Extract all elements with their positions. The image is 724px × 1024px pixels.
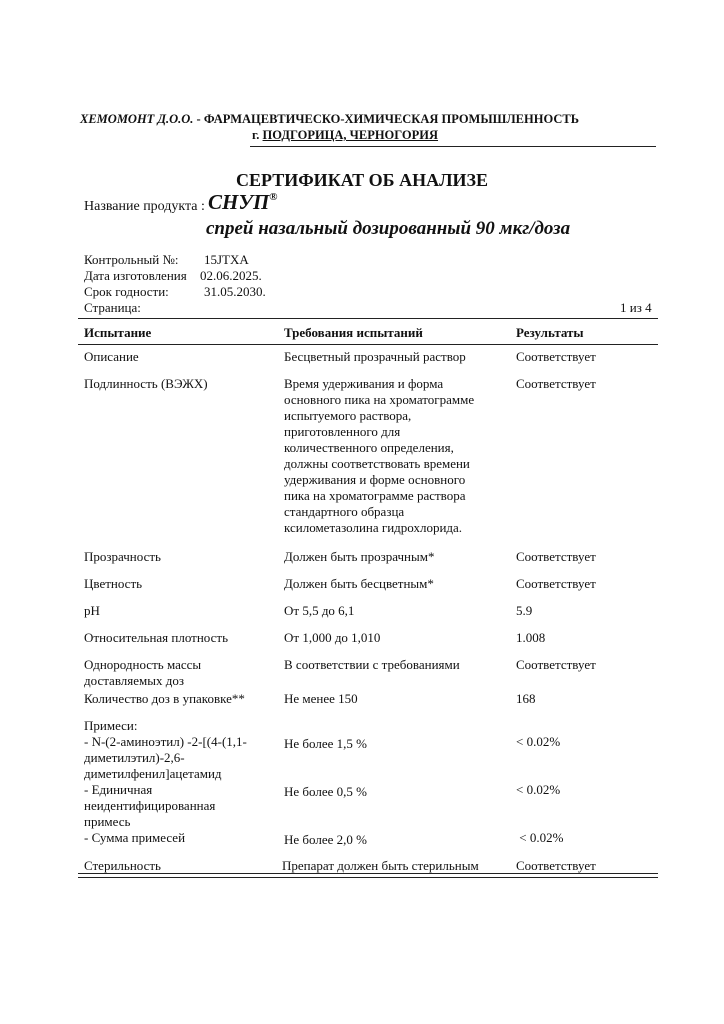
requirement-dose-uniformity: В соответствии с требованиями [284,657,460,672]
company-header [80,112,579,127]
expiry-date-label: Срок годности: [84,284,169,299]
result-dose-uniformity: Соответствует [516,657,596,672]
test-sterility: Стерильность [84,858,161,873]
column-header-requirements: Требования испытаний [284,325,423,340]
product-label: Название продукта : [84,199,205,214]
city-prefix: г. [252,128,263,142]
test-ph: pH [84,603,100,618]
requirement-dose-count: Не менее 150 [284,691,358,706]
requirement-impurity-unidentified: Не более 0,5 % [284,784,367,799]
result-relative-density: 1.008 [516,630,546,645]
manufacture-date-label: Дата изготовления [84,268,187,283]
result-clarity: Соответствует [516,549,596,564]
table-bottom-line-2 [78,877,658,878]
product-name [208,190,278,215]
requirement-impurity-aminoethyl: Не более 1,5 % [284,736,367,751]
company-name: ХЕМОМОНТ Д.О.О. [80,112,194,126]
requirement-clarity: Должен быть прозрачным* [284,549,435,564]
test-clarity: Прозрачность [84,549,161,564]
requirement-sterility: Препарат должен быть стерильным [282,858,479,873]
test-dose-count: Количество доз в упаковке** [84,691,245,706]
result-impurity-aminoethyl: < 0.02% [516,734,561,749]
table-bottom-line [78,873,658,874]
header-underline [250,146,656,147]
result-sterility: Соответствует [516,858,596,873]
requirement-identity-hplc: Время удерживания и форма основного пика на хроматограмме испытуемого раствора, приготовленного для количественного определения, должны соответствовать времени удерживания и форме основного пика на хроматограмме раствора стандартного образца ксилометазолина гидрохлорида. [284,376,475,535]
requirement-color: Должен быть бесцветным* [284,576,434,591]
product-name-text: СНУП [208,190,270,214]
result-ph: 5.9 [516,603,533,618]
document-title: СЕРТИФИКАТ ОБ АНАЛИЗЕ [236,170,488,190]
result-description: Соответствует [516,349,596,364]
page-count: 1 из 4 [620,300,652,315]
result-color: Соответствует [516,576,596,591]
result-impurity-unidentified: < 0.02% [516,782,561,797]
control-number-row [84,252,384,268]
manufacture-date-row [84,268,384,284]
page-label: Страница: [84,300,141,315]
test-impurities-heading: Примеси: [84,718,138,733]
result-dose-count: 168 [516,691,536,706]
company-description: - ФАРМАЦЕВТИЧЕСКО-ХИМИЧЕСКАЯ ПРОМЫШЛЕННОСТЬ [193,112,579,126]
manufacture-date-value: 02.06.2025. [200,268,262,283]
column-header-results: Результаты [516,325,584,340]
test-impurity-aminoethyl: - N-(2-аминоэтил) -2-[(4-(1,1- диметилэтил)-2,6- диметилфенил]ацетамид [84,734,247,781]
registered-mark: ® [269,191,278,203]
test-identity-hplc: Подлинность (ВЭЖХ) [84,376,208,391]
requirement-description: Бесцветный прозрачный раствор [284,349,466,364]
requirement-relative-density: От 1,000 до 1,010 [284,630,381,645]
result-impurity-total: < 0.02% [516,830,564,845]
city-name: ПОДГОРИЦА, ЧЕРНОГОРИЯ [262,128,439,142]
column-header-test: Испытание [84,325,152,340]
expiry-date-row [84,284,384,300]
test-description: Описание [84,349,139,364]
company-location [252,128,438,143]
result-identity-hplc: Соответствует [516,376,596,391]
test-impurity-unidentified: - Единичная неидентифицированная примесь [84,782,216,829]
test-dose-uniformity: Однородность массы доставляемых доз [84,657,202,688]
control-number-value: 15JTXA [204,252,249,267]
requirement-ph: От 5,5 до 6,1 [284,603,355,618]
control-number-label: Контрольный №: [84,252,179,267]
table-header-line [78,344,658,345]
product-description: спрей назальный дозированный 90 мкг/доза [206,218,571,239]
requirement-impurity-total: Не более 2,0 % [284,832,367,847]
test-relative-density: Относительная плотность [84,630,229,645]
expiry-date-value: 31.05.2030. [204,284,266,299]
test-color: Цветность [84,576,143,591]
test-impurity-total: - Сумма примесей [84,830,186,845]
table-top-line [78,318,658,319]
